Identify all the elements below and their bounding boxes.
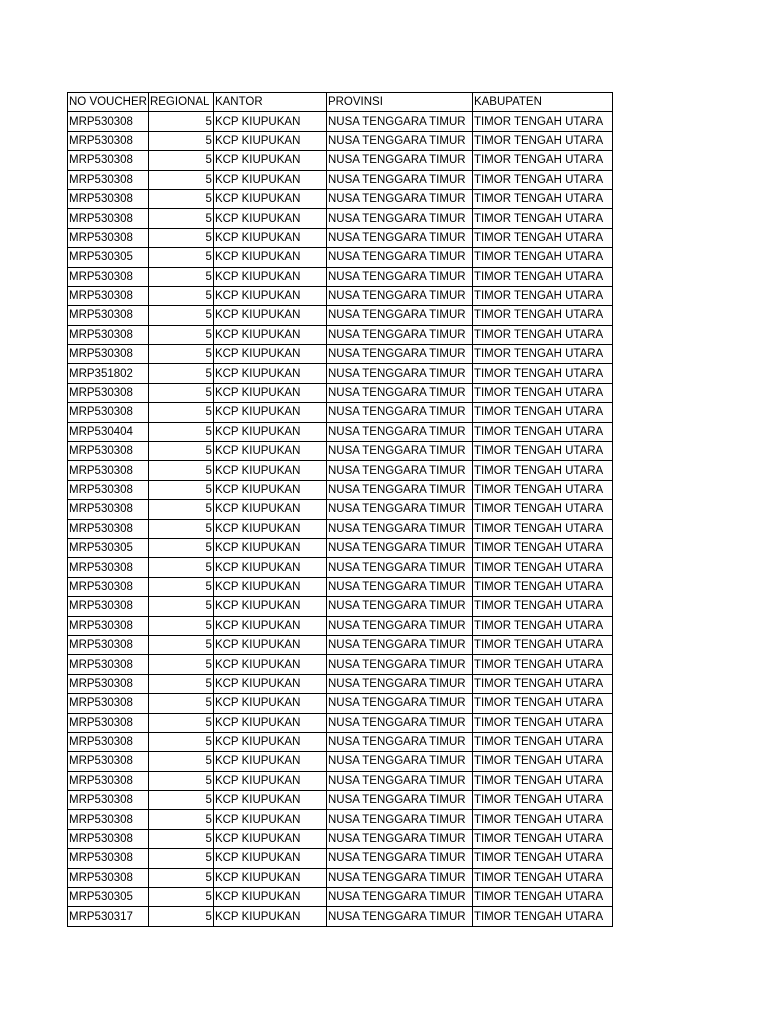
cell-provinsi: NUSA TENGGARA TIMUR <box>326 519 472 538</box>
cell-kabupaten: TIMOR TENGAH UTARA <box>472 345 612 364</box>
cell-kantor: KCP KIUPUKAN <box>213 461 326 480</box>
cell-regional: 5 <box>148 228 213 247</box>
cell-regional: 5 <box>148 810 213 829</box>
cell-no-voucher: MRP530305 <box>68 888 149 907</box>
cell-no-voucher: MRP530308 <box>68 442 149 461</box>
cell-kantor: KCP KIUPUKAN <box>213 732 326 751</box>
cell-no-voucher: MRP530308 <box>68 732 149 751</box>
cell-kabupaten: TIMOR TENGAH UTARA <box>472 732 612 751</box>
cell-no-voucher: MRP530317 <box>68 907 149 926</box>
cell-regional: 5 <box>148 112 213 131</box>
cell-kabupaten: TIMOR TENGAH UTARA <box>472 674 612 693</box>
cell-kabupaten: TIMOR TENGAH UTARA <box>472 558 612 577</box>
cell-no-voucher: MRP530404 <box>68 422 149 441</box>
cell-regional: 5 <box>148 558 213 577</box>
cell-provinsi: NUSA TENGGARA TIMUR <box>326 151 472 170</box>
cell-no-voucher: MRP530308 <box>68 306 149 325</box>
table-row <box>68 306 613 325</box>
table-row <box>68 577 613 596</box>
cell-regional: 5 <box>148 907 213 926</box>
cell-kantor: KCP KIUPUKAN <box>213 558 326 577</box>
cell-kabupaten: TIMOR TENGAH UTARA <box>472 519 612 538</box>
cell-regional: 5 <box>148 655 213 674</box>
cell-provinsi: NUSA TENGGARA TIMUR <box>326 577 472 596</box>
cell-provinsi: NUSA TENGGARA TIMUR <box>326 442 472 461</box>
table-row <box>68 888 613 907</box>
cell-kabupaten: TIMOR TENGAH UTARA <box>472 131 612 150</box>
table-row <box>68 500 613 519</box>
cell-kantor: KCP KIUPUKAN <box>213 791 326 810</box>
cell-no-voucher: MRP530308 <box>68 189 149 208</box>
cell-provinsi: NUSA TENGGARA TIMUR <box>326 791 472 810</box>
cell-kantor: KCP KIUPUKAN <box>213 713 326 732</box>
table-row <box>68 209 613 228</box>
cell-kantor: KCP KIUPUKAN <box>213 248 326 267</box>
table-row <box>68 655 613 674</box>
cell-provinsi: NUSA TENGGARA TIMUR <box>326 694 472 713</box>
cell-kabupaten: TIMOR TENGAH UTARA <box>472 868 612 887</box>
cell-regional: 5 <box>148 306 213 325</box>
cell-kabupaten: TIMOR TENGAH UTARA <box>472 635 612 654</box>
cell-regional: 5 <box>148 442 213 461</box>
cell-provinsi: NUSA TENGGARA TIMUR <box>326 383 472 402</box>
table-row <box>68 189 613 208</box>
cell-provinsi: NUSA TENGGARA TIMUR <box>326 597 472 616</box>
cell-provinsi: NUSA TENGGARA TIMUR <box>326 403 472 422</box>
cell-regional: 5 <box>148 325 213 344</box>
cell-provinsi: NUSA TENGGARA TIMUR <box>326 364 472 383</box>
cell-kantor: KCP KIUPUKAN <box>213 635 326 654</box>
cell-regional: 5 <box>148 849 213 868</box>
cell-provinsi: NUSA TENGGARA TIMUR <box>326 888 472 907</box>
table-row <box>68 635 613 654</box>
table-row <box>68 597 613 616</box>
cell-provinsi: NUSA TENGGARA TIMUR <box>326 732 472 751</box>
cell-no-voucher: MRP530308 <box>68 597 149 616</box>
table-row <box>68 791 613 810</box>
cell-kabupaten: TIMOR TENGAH UTARA <box>472 383 612 402</box>
cell-no-voucher: MRP530308 <box>68 771 149 790</box>
cell-regional: 5 <box>148 131 213 150</box>
cell-no-voucher: MRP530308 <box>68 674 149 693</box>
cell-kantor: KCP KIUPUKAN <box>213 209 326 228</box>
table-row <box>68 461 613 480</box>
cell-regional: 5 <box>148 829 213 848</box>
cell-regional: 5 <box>148 732 213 751</box>
cell-kantor: KCP KIUPUKAN <box>213 849 326 868</box>
cell-regional: 5 <box>148 500 213 519</box>
cell-provinsi: NUSA TENGGARA TIMUR <box>326 616 472 635</box>
cell-provinsi: NUSA TENGGARA TIMUR <box>326 345 472 364</box>
cell-provinsi: NUSA TENGGARA TIMUR <box>326 829 472 848</box>
cell-no-voucher: MRP530308 <box>68 403 149 422</box>
table-row <box>68 732 613 751</box>
table-row <box>68 538 613 557</box>
cell-kabupaten: TIMOR TENGAH UTARA <box>472 616 612 635</box>
table-row <box>68 112 613 131</box>
cell-kabupaten: TIMOR TENGAH UTARA <box>472 829 612 848</box>
cell-regional: 5 <box>148 151 213 170</box>
cell-kabupaten: TIMOR TENGAH UTARA <box>472 538 612 557</box>
cell-kabupaten: TIMOR TENGAH UTARA <box>472 267 612 286</box>
cell-no-voucher: MRP530308 <box>68 791 149 810</box>
cell-no-voucher: MRP530308 <box>68 849 149 868</box>
cell-regional: 5 <box>148 383 213 402</box>
table-row <box>68 694 613 713</box>
cell-kabupaten: TIMOR TENGAH UTARA <box>472 771 612 790</box>
cell-kantor: KCP KIUPUKAN <box>213 480 326 499</box>
cell-kantor: KCP KIUPUKAN <box>213 694 326 713</box>
cell-no-voucher: MRP530308 <box>68 170 149 189</box>
cell-no-voucher: MRP530308 <box>68 694 149 713</box>
cell-regional: 5 <box>148 597 213 616</box>
cell-provinsi: NUSA TENGGARA TIMUR <box>326 655 472 674</box>
cell-provinsi: NUSA TENGGARA TIMUR <box>326 228 472 247</box>
cell-kantor: KCP KIUPUKAN <box>213 228 326 247</box>
voucher-table <box>67 92 613 927</box>
cell-provinsi: NUSA TENGGARA TIMUR <box>326 810 472 829</box>
table-row <box>68 480 613 499</box>
cell-kantor: KCP KIUPUKAN <box>213 907 326 926</box>
cell-kabupaten: TIMOR TENGAH UTARA <box>472 713 612 732</box>
cell-provinsi: NUSA TENGGARA TIMUR <box>326 635 472 654</box>
cell-provinsi: NUSA TENGGARA TIMUR <box>326 248 472 267</box>
cell-regional: 5 <box>148 577 213 596</box>
table-row <box>68 325 613 344</box>
table-row <box>68 131 613 150</box>
cell-kabupaten: TIMOR TENGAH UTARA <box>472 306 612 325</box>
cell-kabupaten: TIMOR TENGAH UTARA <box>472 248 612 267</box>
table-row <box>68 267 613 286</box>
cell-kantor: KCP KIUPUKAN <box>213 655 326 674</box>
cell-kantor: KCP KIUPUKAN <box>213 442 326 461</box>
cell-no-voucher: MRP530308 <box>68 810 149 829</box>
cell-kabupaten: TIMOR TENGAH UTARA <box>472 286 612 305</box>
cell-provinsi: NUSA TENGGARA TIMUR <box>326 480 472 499</box>
table-row <box>68 558 613 577</box>
cell-provinsi: NUSA TENGGARA TIMUR <box>326 752 472 771</box>
cell-no-voucher: MRP530308 <box>68 868 149 887</box>
cell-regional: 5 <box>148 519 213 538</box>
header-regional: REGIONAL <box>148 93 213 112</box>
table-body <box>68 112 613 926</box>
cell-regional: 5 <box>148 616 213 635</box>
table-row <box>68 752 613 771</box>
cell-kabupaten: TIMOR TENGAH UTARA <box>472 228 612 247</box>
cell-regional: 5 <box>148 286 213 305</box>
cell-kantor: KCP KIUPUKAN <box>213 519 326 538</box>
cell-no-voucher: MRP530308 <box>68 228 149 247</box>
cell-kabupaten: TIMOR TENGAH UTARA <box>472 849 612 868</box>
table-row <box>68 286 613 305</box>
cell-kabupaten: TIMOR TENGAH UTARA <box>472 694 612 713</box>
cell-regional: 5 <box>148 868 213 887</box>
table-row <box>68 713 613 732</box>
cell-no-voucher: MRP530308 <box>68 151 149 170</box>
cell-kabupaten: TIMOR TENGAH UTARA <box>472 364 612 383</box>
cell-no-voucher: MRP530308 <box>68 635 149 654</box>
table-row <box>68 810 613 829</box>
cell-kabupaten: TIMOR TENGAH UTARA <box>472 112 612 131</box>
table-row <box>68 383 613 402</box>
cell-regional: 5 <box>148 364 213 383</box>
cell-kantor: KCP KIUPUKAN <box>213 888 326 907</box>
cell-provinsi: NUSA TENGGARA TIMUR <box>326 538 472 557</box>
cell-no-voucher: MRP530308 <box>68 577 149 596</box>
cell-no-voucher: MRP530308 <box>68 655 149 674</box>
cell-regional: 5 <box>148 635 213 654</box>
cell-no-voucher: MRP530308 <box>68 267 149 286</box>
cell-regional: 5 <box>148 480 213 499</box>
table-row <box>68 403 613 422</box>
header-kabupaten: KABUPATEN <box>472 93 612 112</box>
table-row <box>68 771 613 790</box>
cell-kantor: KCP KIUPUKAN <box>213 151 326 170</box>
cell-provinsi: NUSA TENGGARA TIMUR <box>326 713 472 732</box>
cell-no-voucher: MRP530305 <box>68 248 149 267</box>
cell-regional: 5 <box>148 752 213 771</box>
cell-no-voucher: MRP530308 <box>68 286 149 305</box>
cell-kabupaten: TIMOR TENGAH UTARA <box>472 655 612 674</box>
cell-kantor: KCP KIUPUKAN <box>213 267 326 286</box>
cell-regional: 5 <box>148 422 213 441</box>
cell-provinsi: NUSA TENGGARA TIMUR <box>326 170 472 189</box>
cell-no-voucher: MRP530308 <box>68 829 149 848</box>
cell-no-voucher: MRP530308 <box>68 209 149 228</box>
cell-provinsi: NUSA TENGGARA TIMUR <box>326 131 472 150</box>
cell-no-voucher: MRP530308 <box>68 500 149 519</box>
cell-kabupaten: TIMOR TENGAH UTARA <box>472 325 612 344</box>
cell-provinsi: NUSA TENGGARA TIMUR <box>326 267 472 286</box>
cell-provinsi: NUSA TENGGARA TIMUR <box>326 461 472 480</box>
header-kantor: KANTOR <box>213 93 326 112</box>
table-row <box>68 519 613 538</box>
table-row <box>68 228 613 247</box>
table-row <box>68 442 613 461</box>
cell-kantor: KCP KIUPUKAN <box>213 616 326 635</box>
cell-no-voucher: MRP530308 <box>68 383 149 402</box>
table-row <box>68 364 613 383</box>
header-row <box>68 93 613 112</box>
cell-no-voucher: MRP530308 <box>68 480 149 499</box>
cell-kabupaten: TIMOR TENGAH UTARA <box>472 480 612 499</box>
cell-kantor: KCP KIUPUKAN <box>213 577 326 596</box>
cell-regional: 5 <box>148 713 213 732</box>
cell-provinsi: NUSA TENGGARA TIMUR <box>326 558 472 577</box>
cell-provinsi: NUSA TENGGARA TIMUR <box>326 422 472 441</box>
cell-regional: 5 <box>148 209 213 228</box>
cell-kantor: KCP KIUPUKAN <box>213 325 326 344</box>
cell-kabupaten: TIMOR TENGAH UTARA <box>472 403 612 422</box>
cell-kabupaten: TIMOR TENGAH UTARA <box>472 500 612 519</box>
cell-kantor: KCP KIUPUKAN <box>213 364 326 383</box>
header-no-voucher: NO VOUCHER <box>68 93 149 112</box>
cell-kabupaten: TIMOR TENGAH UTARA <box>472 810 612 829</box>
table-row <box>68 616 613 635</box>
table-row <box>68 170 613 189</box>
cell-no-voucher: MRP530308 <box>68 345 149 364</box>
table-row <box>68 422 613 441</box>
cell-kantor: KCP KIUPUKAN <box>213 383 326 402</box>
cell-kantor: KCP KIUPUKAN <box>213 403 326 422</box>
cell-regional: 5 <box>148 189 213 208</box>
cell-no-voucher: MRP530305 <box>68 538 149 557</box>
cell-kabupaten: TIMOR TENGAH UTARA <box>472 461 612 480</box>
cell-no-voucher: MRP530308 <box>68 713 149 732</box>
cell-kantor: KCP KIUPUKAN <box>213 422 326 441</box>
table-row <box>68 868 613 887</box>
cell-kabupaten: TIMOR TENGAH UTARA <box>472 209 612 228</box>
cell-no-voucher: MRP530308 <box>68 112 149 131</box>
cell-no-voucher: MRP530308 <box>68 325 149 344</box>
table-row <box>68 907 613 926</box>
cell-kabupaten: TIMOR TENGAH UTARA <box>472 170 612 189</box>
cell-kabupaten: TIMOR TENGAH UTARA <box>472 577 612 596</box>
cell-provinsi: NUSA TENGGARA TIMUR <box>326 907 472 926</box>
cell-kantor: KCP KIUPUKAN <box>213 345 326 364</box>
cell-kabupaten: TIMOR TENGAH UTARA <box>472 888 612 907</box>
table-row <box>68 151 613 170</box>
cell-kantor: KCP KIUPUKAN <box>213 286 326 305</box>
table-row <box>68 345 613 364</box>
cell-provinsi: NUSA TENGGARA TIMUR <box>326 286 472 305</box>
cell-provinsi: NUSA TENGGARA TIMUR <box>326 209 472 228</box>
cell-regional: 5 <box>148 791 213 810</box>
cell-provinsi: NUSA TENGGARA TIMUR <box>326 306 472 325</box>
cell-kabupaten: TIMOR TENGAH UTARA <box>472 907 612 926</box>
cell-provinsi: NUSA TENGGARA TIMUR <box>326 868 472 887</box>
cell-provinsi: NUSA TENGGARA TIMUR <box>326 189 472 208</box>
cell-kantor: KCP KIUPUKAN <box>213 868 326 887</box>
cell-no-voucher: MRP530308 <box>68 131 149 150</box>
cell-no-voucher: MRP351802 <box>68 364 149 383</box>
cell-kantor: KCP KIUPUKAN <box>213 810 326 829</box>
cell-kantor: KCP KIUPUKAN <box>213 306 326 325</box>
cell-kantor: KCP KIUPUKAN <box>213 538 326 557</box>
cell-kantor: KCP KIUPUKAN <box>213 131 326 150</box>
cell-kantor: KCP KIUPUKAN <box>213 674 326 693</box>
cell-regional: 5 <box>148 538 213 557</box>
cell-no-voucher: MRP530308 <box>68 616 149 635</box>
cell-kantor: KCP KIUPUKAN <box>213 170 326 189</box>
cell-kabupaten: TIMOR TENGAH UTARA <box>472 597 612 616</box>
cell-provinsi: NUSA TENGGARA TIMUR <box>326 674 472 693</box>
cell-kantor: KCP KIUPUKAN <box>213 597 326 616</box>
cell-kabupaten: TIMOR TENGAH UTARA <box>472 151 612 170</box>
cell-regional: 5 <box>148 888 213 907</box>
cell-no-voucher: MRP530308 <box>68 752 149 771</box>
table-row <box>68 248 613 267</box>
cell-regional: 5 <box>148 674 213 693</box>
cell-kantor: KCP KIUPUKAN <box>213 771 326 790</box>
header-provinsi: PROVINSI <box>326 93 472 112</box>
cell-kabupaten: TIMOR TENGAH UTARA <box>472 442 612 461</box>
cell-regional: 5 <box>148 694 213 713</box>
cell-no-voucher: MRP530308 <box>68 461 149 480</box>
cell-provinsi: NUSA TENGGARA TIMUR <box>326 771 472 790</box>
cell-kantor: KCP KIUPUKAN <box>213 112 326 131</box>
cell-kabupaten: TIMOR TENGAH UTARA <box>472 791 612 810</box>
cell-provinsi: NUSA TENGGARA TIMUR <box>326 500 472 519</box>
cell-regional: 5 <box>148 170 213 189</box>
cell-kabupaten: TIMOR TENGAH UTARA <box>472 189 612 208</box>
cell-provinsi: NUSA TENGGARA TIMUR <box>326 849 472 868</box>
cell-no-voucher: MRP530308 <box>68 519 149 538</box>
table-row <box>68 849 613 868</box>
cell-kantor: KCP KIUPUKAN <box>213 752 326 771</box>
table-row <box>68 829 613 848</box>
cell-regional: 5 <box>148 248 213 267</box>
cell-provinsi: NUSA TENGGARA TIMUR <box>326 112 472 131</box>
cell-regional: 5 <box>148 771 213 790</box>
cell-no-voucher: MRP530308 <box>68 558 149 577</box>
table-row <box>68 674 613 693</box>
cell-kantor: KCP KIUPUKAN <box>213 829 326 848</box>
cell-kantor: KCP KIUPUKAN <box>213 500 326 519</box>
cell-kabupaten: TIMOR TENGAH UTARA <box>472 752 612 771</box>
cell-regional: 5 <box>148 345 213 364</box>
cell-provinsi: NUSA TENGGARA TIMUR <box>326 325 472 344</box>
cell-regional: 5 <box>148 461 213 480</box>
cell-regional: 5 <box>148 267 213 286</box>
cell-kantor: KCP KIUPUKAN <box>213 189 326 208</box>
cell-regional: 5 <box>148 403 213 422</box>
cell-kabupaten: TIMOR TENGAH UTARA <box>472 422 612 441</box>
